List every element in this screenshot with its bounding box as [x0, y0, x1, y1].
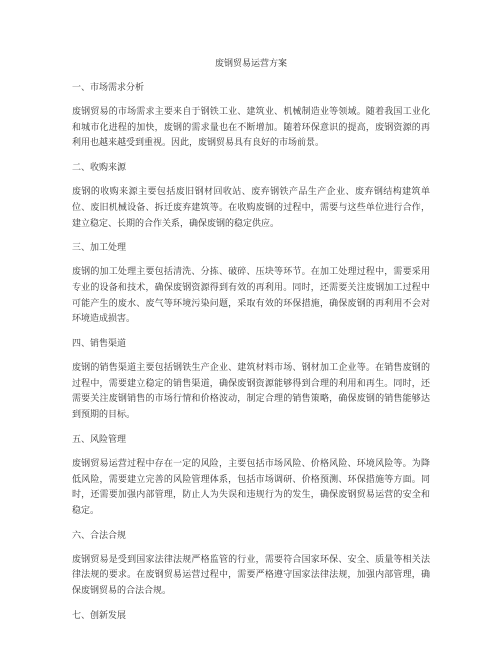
section-market-demand — [72, 82, 430, 152]
section-heading: 六、合法合规 — [72, 530, 127, 541]
section-risk-management — [72, 434, 430, 520]
section-heading: 四、销售渠道 — [72, 339, 127, 350]
document-title: 废钢贸易运营方案 — [214, 59, 287, 69]
section-innovation — [72, 610, 430, 622]
section-heading: 三、加工处理 — [72, 243, 127, 254]
section-heading: 一、市场需求分析 — [72, 83, 145, 93]
section-paragraph: 废钢贸易的市场需求主要来自于钢铁工业、建筑业、机械制造业等领域。随着我国工业化和城市化进程的加快，废钢的需求量也在不断增加。随着环保意识的提高，废钢资源的再利用也越来越受到重视。因此，废钢贸易具有良好的市场前景。 — [72, 107, 430, 149]
section-compliance — [72, 530, 430, 600]
section-heading: 七、创新发展 — [72, 610, 127, 621]
section-heading: 二、收购来源 — [72, 163, 127, 174]
section-sales-channels — [72, 338, 430, 424]
section-paragraph: 废钢贸易是受到国家法律法规严格监管的行业，需要符合国家环保、安全、质量等相关法律法规的要求。在废钢贸易运营过程中，需要严格遵守国家法律法规，加强内部管理，确保废钢贸易的合法合规。 — [72, 554, 430, 597]
section-paragraph: 废钢贸易运营过程中存在一定的风险，主要包括市场风险、价格风险、环境风险等。为降低风险，需要建立完善的风险管理体系，包括市场调研、价格预测、环保措施等方面。同时，还需要加强内部管理，防止人为失误和违规行为的发生，确保废钢贸易运营的安全和稳定。 — [72, 458, 430, 516]
section-processing — [72, 242, 430, 328]
section-paragraph: 废钢的销售渠道主要包括钢铁生产企业、建筑材料市场、钢材加工企业等。在销售废钢的过程中，需要建立稳定的销售渠道，确保废钢资源能够得到合理的利用和再生。同时，还需要关注废钢销售的市场行情和价格波动，制定合理的销售策略，确保废钢的销售能够达到预期的目标。 — [72, 363, 430, 421]
section-procurement-sources — [72, 162, 430, 232]
section-paragraph: 废钢的收购来源主要包括废旧钢材回收站、废弃钢铁产品生产企业、废弃钢结构建筑单位、废旧机械设备、拆迁废弃建筑等。在收购废钢的过程中，需要与这些单位进行合作，建立稳定、长期的合作关系，确保废钢的稳定供应。 — [72, 187, 430, 229]
section-paragraph: 废钢的加工处理主要包括清洗、分拣、破碎、压块等环节。在加工处理过程中，需要采用专业的设备和技术，确保废钢资源得到有效的再利用。同时，还需要关注废钢加工过程中可能产生的废水、废气等环境污染问题，采取有效的环保措施，确保废钢的再利用不会对环境造成损害。 — [72, 267, 430, 325]
section-heading: 五、风险管理 — [72, 434, 127, 445]
